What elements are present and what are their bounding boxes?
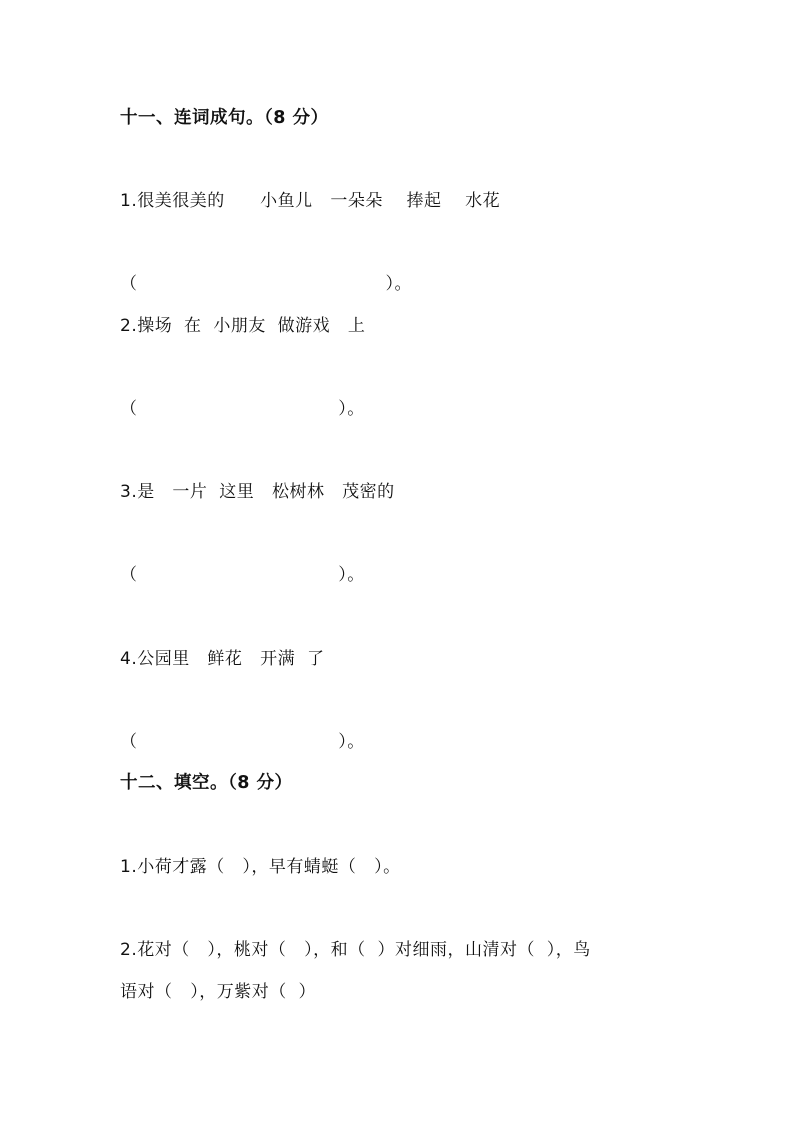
question-1-answer-blank[interactable]: （ ）。 xyxy=(120,274,412,294)
question-3-prompt: 3.是 一片 这里 松树林 茂密的 xyxy=(120,482,395,502)
fill-question-2-line-1[interactable]: 2.花对（ ），桃对（ ），和（ ）对细雨，山清对（ ），鸟 xyxy=(120,940,591,960)
question-1-prompt: 1.很美很美的 小鱼儿 一朵朵 捧起 水花 xyxy=(120,191,501,211)
question-2-answer-blank[interactable]: （ ）。 xyxy=(120,399,365,419)
question-2-prompt: 2.操场 在 小朋友 做游戏 上 xyxy=(120,316,366,336)
fill-question-1[interactable]: 1.小荷才露（ ），早有蜻蜓（ ）。 xyxy=(120,857,401,877)
section-11-title: 十一、连词成句。（8 分） xyxy=(120,108,329,128)
question-3-answer-blank[interactable]: （ ）。 xyxy=(120,565,365,585)
fill-question-2-line-2[interactable]: 语对（ ），万紫对（ ） xyxy=(120,982,317,1002)
question-4-answer-blank[interactable]: （ ）。 xyxy=(120,732,365,752)
question-4-prompt: 4.公园里 鲜花 开满 了 xyxy=(120,649,325,669)
section-12-title: 十二、填空。（8 分） xyxy=(120,773,293,793)
